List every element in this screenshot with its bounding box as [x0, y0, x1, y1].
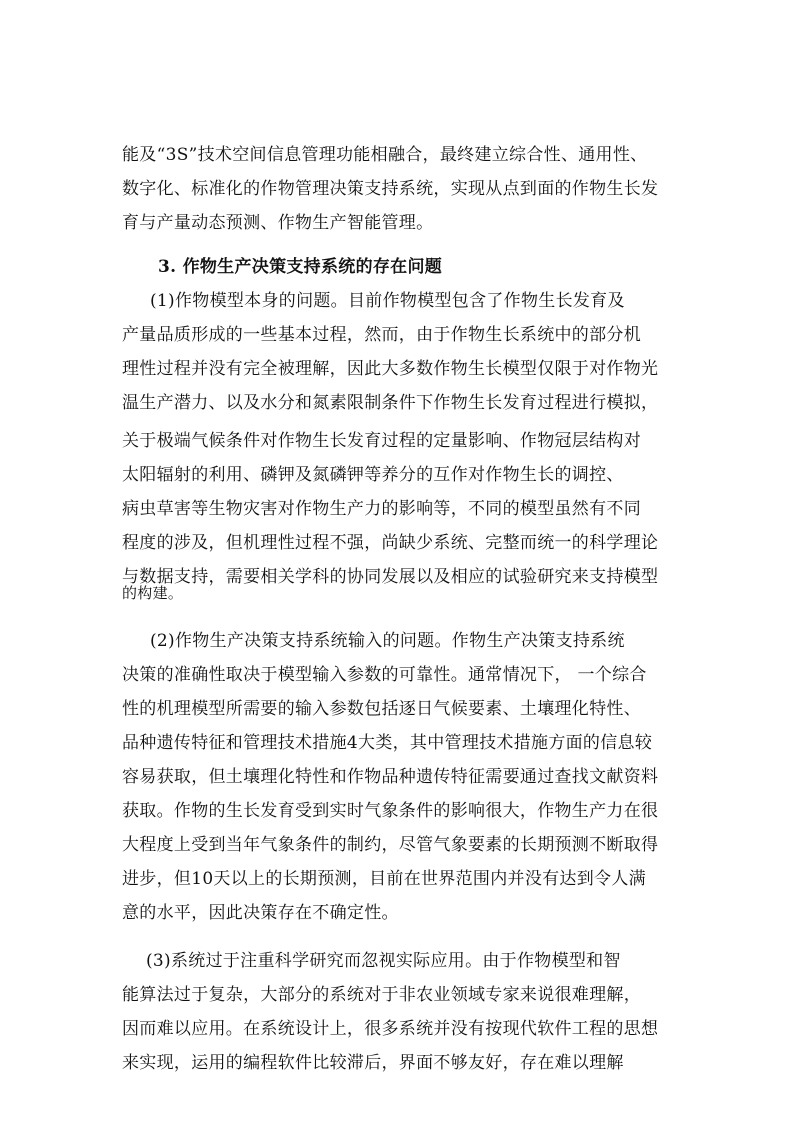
para2-line-1: (2)作物生产决策支持系统输入的问题。作物生产决策支持系统: [150, 631, 625, 651]
para2-line-9: 意的水平，因此决策存在不确定性。: [122, 903, 399, 923]
section-heading: 3. 作物生产决策支持系统的存在问题: [158, 257, 443, 277]
para2-line-7: 大程度上受到当年气象条件的制约，尽管气象要素的长期预测不断取得: [122, 835, 659, 855]
para1-line-7: 病虫草害等生物灾害对作物生产力的影响等，不同的模型虽然有不同: [122, 499, 641, 519]
para1-line-6: 太阳辐射的利用、磷钾及氮磷钾等养分的互作对作物生长的调控、: [122, 465, 624, 485]
para1-line-3: 理性过程并没有完全被理解，因此大多数作物生长模型仅限于对作物光: [122, 359, 659, 379]
para3-line-2: 能算法过于复杂，大部分的系统对于非农业领域专家来说很难理解，: [122, 985, 641, 1005]
para1-line-5: 关于极端气候条件对作物生长发育过程的定量影响、作物冠层结构对: [122, 431, 641, 451]
para2-line-4: 品种遗传特征和管理技术措施4大类，其中管理技术措施方面的信息较: [122, 733, 653, 753]
para1-line-2: 产量品质形成的一些基本过程，然而，由于作物生长系统中的部分机: [122, 325, 641, 345]
para2-line-8: 进步，但10天以上的长期预测，目前在世界范围内并没有达到令人满: [122, 869, 646, 889]
para2-line-5: 容易获取，但土壤理化特性和作物品种遗传特征需要通过查找文献资料: [122, 767, 659, 787]
para3-line-4: 来实现，运用的编程软件比较滞后，界面不够友好，存在难以理解: [122, 1053, 624, 1073]
para1-line-1: (1)作物模型本身的问题。目前作物模型包含了作物生长发育及: [150, 291, 625, 311]
para3-line-1: (3)系统过于注重科学研究而忽视实际应用。由于作物模型和智: [146, 951, 621, 971]
para1-line-4: 温生产潜力、以及水分和氮素限制条件下作物生长发育过程进行模拟，: [122, 393, 659, 413]
para2-line-2: 决策的准确性取决于模型输入参数的可靠性。通常情况下， 一个综合: [122, 665, 647, 685]
para3-line-3: 因而难以应用。在系统设计上，很多系统并没有按现代软件工程的思想: [122, 1019, 659, 1039]
para1-line-10: 的构建。: [122, 584, 184, 602]
para1-line-9: 与数据支持，需要相关学科的协同发展以及相应的试验研究来支持模型: [122, 567, 659, 587]
para2-line-6: 获取。作物的生长发育受到实时气象条件的影响很大，作物生产力在很: [122, 801, 659, 821]
intro-line-1: 能及“3S”技术空间信息管理功能相融合，最终建立综合性、通用性、: [122, 145, 648, 165]
para1-line-8: 程度的涉及，但机理性过程不强，尚缺少系统、完整而统一的科学理论: [122, 533, 659, 553]
para2-line-3: 性的机理模型所需要的输入参数包括逐日气候要素、土壤理化特性、: [122, 699, 641, 719]
intro-line-2: 数字化、标准化的作物管理决策支持系统，实现从点到面的作物生长发: [122, 179, 659, 199]
intro-line-3: 育与产量动态预测、作物生产智能管理。: [122, 213, 434, 233]
